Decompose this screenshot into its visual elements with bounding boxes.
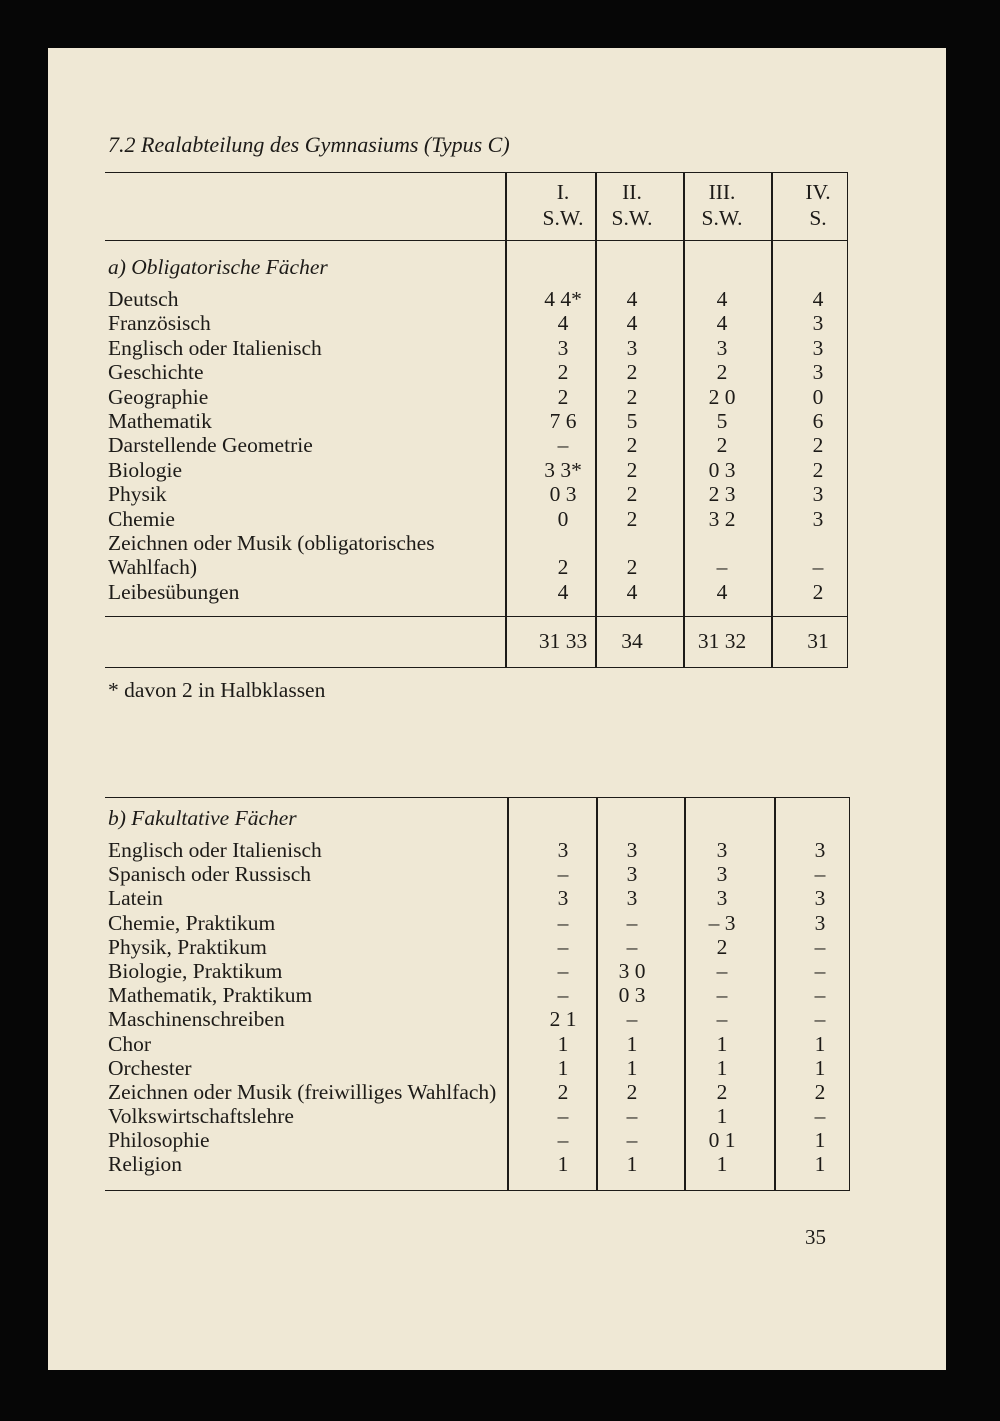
weekly-hours-cell: 4 [626, 287, 638, 311]
subject-label: Geschichte [108, 360, 204, 385]
weekly-hours-cell: 2 [557, 384, 569, 409]
weekly-hours-cell: 4 [716, 311, 728, 336]
weekly-hours-cell: 4 [557, 311, 569, 336]
weekly-hours-cell: – [557, 433, 569, 458]
table-row [105, 580, 848, 604]
section-heading-row [105, 798, 850, 838]
weekly-hours-cell: 3 [814, 910, 826, 935]
weekly-hours-cell: 3 [626, 862, 638, 887]
weekly-hours-cell: 3 0 [618, 958, 646, 983]
spacer [105, 1177, 850, 1190]
weekly-hours-cell: 2 3 [708, 482, 736, 507]
weekly-hours-cell: 0 [557, 506, 569, 531]
column-divider [684, 797, 686, 1192]
table-row [105, 1032, 850, 1056]
weekly-hours-cell: 1 [814, 1031, 826, 1056]
weekly-hours-cell: – [814, 934, 826, 959]
weekly-hours-cell: 4 [626, 579, 638, 604]
weekly-hours-cell: 1 [626, 1031, 638, 1056]
table-row [105, 311, 848, 335]
subject-label: Volkswirtschaftslehre [108, 1104, 294, 1129]
weekly-hours-cell: 3 [716, 335, 728, 360]
weekly-hours-cell: 2 [626, 384, 638, 409]
weekly-hours-cell: 3 [557, 335, 569, 360]
subject-label: Englisch oder Italienisch [108, 838, 322, 862]
weekly-hours-cell: 3 [812, 482, 824, 507]
table-row [105, 1128, 850, 1152]
table-row [105, 360, 848, 384]
weekly-hours-cell: 0 1 [708, 1128, 736, 1153]
column-numeral: IV. [805, 179, 831, 204]
total-cell: 31 [807, 628, 829, 653]
subject-label: Biologie, Praktikum [108, 958, 283, 983]
subject-label: Zeichnen oder Musik (obligatorisches [108, 530, 435, 555]
weekly-hours-cell: – [814, 862, 826, 887]
table-row [105, 287, 848, 311]
weekly-hours-cell [772, 531, 848, 555]
total-cell: 34 [621, 628, 643, 653]
subject-label: Orchester [108, 1055, 192, 1080]
weekly-hours-cell: 3 [557, 886, 569, 911]
weekly-hours-cell: 3 [626, 886, 638, 911]
weekly-hours-cell: 3 [812, 360, 824, 385]
table-row [105, 886, 850, 910]
weekly-hours-cell: – [557, 1128, 569, 1153]
subject-label: Wahlfach) [108, 555, 197, 580]
weekly-hours-cell: 3 [814, 886, 826, 911]
column-numeral: III. [708, 179, 736, 204]
totals-label-cell [105, 617, 506, 667]
weekly-hours-cell: 3 [716, 838, 728, 862]
spacer [105, 604, 848, 616]
table-row [105, 409, 848, 433]
subject-label: Englisch oder Italienisch [108, 335, 322, 360]
weekly-hours-cell: 1 [814, 1152, 826, 1177]
weekly-hours-cell: 1 [716, 1031, 728, 1056]
weekly-hours-cell: – [626, 1104, 638, 1129]
weekly-hours-cell: – [716, 958, 728, 983]
column-unit: S. [809, 205, 827, 230]
column-divider [683, 172, 685, 669]
weekly-hours-cell: 2 [812, 579, 824, 604]
weekly-hours-cell: 2 [557, 1079, 569, 1104]
weekly-hours-cell: 1 [716, 1152, 728, 1177]
table-row [105, 983, 850, 1007]
weekly-hours-cell: 4 [812, 287, 824, 311]
weekly-hours-cell: 2 [626, 1079, 638, 1104]
weekly-hours-cell: 2 [557, 360, 569, 385]
weekly-hours-cell: 0 3 [708, 457, 736, 482]
weekly-hours-cell: 4 [557, 579, 569, 604]
subject-label: Biologie [108, 457, 183, 482]
table-row [105, 1152, 850, 1176]
table-row [105, 1056, 850, 1080]
weekly-hours-cell: 2 [716, 934, 728, 959]
weekly-hours-cell: 1 [814, 1128, 826, 1153]
subject-label: Physik, Praktikum [108, 934, 267, 959]
table-row [105, 385, 848, 409]
total-cell: 31 32 [697, 628, 747, 653]
weekly-hours-cell: – [557, 983, 569, 1008]
weekly-hours-cell: 3 [812, 506, 824, 531]
weekly-hours-cell: 2 [626, 457, 638, 482]
weekly-hours-cell: 3 2 [708, 506, 736, 531]
column-unit: S.W. [701, 205, 743, 230]
column-header-row [105, 173, 848, 241]
weekly-hours-cell: 2 [716, 360, 728, 385]
weekly-hours-cell: 1 [557, 1055, 569, 1080]
weekly-hours-cell: – [716, 1007, 728, 1032]
column-divider [505, 172, 507, 669]
weekly-hours-cell: 2 0 [708, 384, 736, 409]
weekly-hours-cell: 3 [716, 886, 728, 911]
table-row [105, 555, 848, 579]
column-divider [595, 172, 597, 669]
weekly-hours-cell: 2 1 [549, 1007, 577, 1032]
weekly-hours-cell: 4 4* [544, 287, 582, 311]
weekly-hours-cell: 3 [626, 838, 638, 862]
weekly-hours-cell: 3 [626, 335, 638, 360]
weekly-hours-cell: 4 [626, 311, 638, 336]
table-row [105, 1104, 850, 1128]
weekly-hours-cell: – [716, 555, 728, 580]
total-cell: 31 33 [538, 628, 588, 653]
column-divider [774, 797, 776, 1192]
totals-row [105, 616, 848, 667]
weekly-hours-cell: 2 [814, 1079, 826, 1104]
column-divider [849, 797, 851, 1192]
weekly-hours-cell: – [814, 958, 826, 983]
section-heading: b) Fakultative Fächer [108, 806, 297, 830]
table-row [105, 959, 850, 983]
weekly-hours-cell: – [626, 1128, 638, 1153]
column-divider [596, 797, 598, 1192]
table-body [105, 838, 850, 1177]
column-divider [771, 172, 773, 669]
weekly-hours-cell: – [557, 862, 569, 887]
obligatory-subjects-table [105, 172, 848, 668]
column-numeral: II. [622, 179, 642, 204]
column-numeral: I. [556, 179, 570, 204]
column-header-2 [596, 179, 684, 241]
column-unit: S.W. [611, 205, 653, 230]
weekly-hours-cell: 0 [812, 384, 824, 409]
weekly-hours-cell: – [557, 910, 569, 935]
weekly-hours-cell: 7 6 [549, 408, 577, 433]
weekly-hours-cell: 3 [812, 335, 824, 360]
table-body [105, 287, 848, 604]
weekly-hours-cell: – [814, 1104, 826, 1129]
table-row [105, 458, 848, 482]
subject-label: Mathematik [108, 408, 212, 433]
subject-label: Zeichnen oder Musik (freiwilliges Wahlfach) [108, 1079, 497, 1104]
weekly-hours-cell: 2 [716, 433, 728, 458]
weekly-hours-cell: 1 [716, 1104, 728, 1129]
table-row [105, 433, 848, 457]
weekly-hours-cell: 2 [626, 555, 638, 580]
weekly-hours-cell: 3 [557, 838, 569, 862]
weekly-hours-cell: 1 [814, 1055, 826, 1080]
weekly-hours-cell [684, 531, 772, 555]
weekly-hours-cell: 3 [814, 838, 826, 862]
weekly-hours-cell: – [626, 1007, 638, 1032]
weekly-hours-cell: – [814, 1007, 826, 1032]
document-page [48, 48, 946, 1370]
table-row [105, 862, 850, 886]
weekly-hours-cell: 2 [626, 360, 638, 385]
header-blank-cell [105, 179, 506, 241]
table-row [105, 531, 848, 555]
subject-label: Geographie [108, 384, 209, 409]
subject-label: Mathematik, Praktikum [108, 983, 313, 1008]
weekly-hours-cell: 0 3 [549, 482, 577, 507]
weekly-hours-cell: 5 [626, 408, 638, 433]
weekly-hours-cell: 2 [626, 433, 638, 458]
weekly-hours-cell: – [626, 934, 638, 959]
weekly-hours-cell: 3 [812, 311, 824, 336]
weekly-hours-cell: 1 [716, 1055, 728, 1080]
weekly-hours-cell: 4 [716, 579, 728, 604]
weekly-hours-cell: 1 [626, 1152, 638, 1177]
table-row [105, 1007, 850, 1031]
weekly-hours-cell: – [716, 983, 728, 1008]
optional-subjects-table [105, 797, 850, 1191]
weekly-hours-cell: 0 3 [618, 983, 646, 1008]
weekly-hours-cell: 2 [557, 555, 569, 580]
column-header-1 [506, 179, 596, 241]
weekly-hours-cell: – [626, 910, 638, 935]
table-row [105, 336, 848, 360]
subject-label: Philosophie [108, 1128, 210, 1153]
weekly-hours-cell: 2 [626, 482, 638, 507]
table-row [105, 935, 850, 959]
weekly-hours-cell: 1 [557, 1031, 569, 1056]
column-divider [847, 172, 849, 669]
weekly-hours-cell: 1 [626, 1055, 638, 1080]
weekly-hours-cell: 6 [812, 408, 824, 433]
weekly-hours-cell: – [557, 1104, 569, 1129]
subject-label: Leibesübungen [108, 579, 240, 604]
weekly-hours-cell: 2 [626, 506, 638, 531]
column-header-3 [684, 179, 772, 241]
weekly-hours-cell: 5 [716, 408, 728, 433]
weekly-hours-cell: 4 [716, 287, 728, 311]
weekly-hours-cell [596, 531, 684, 555]
weekly-hours-cell [506, 531, 596, 555]
page-number: 35 [805, 1225, 826, 1249]
weekly-hours-cell: 2 [812, 457, 824, 482]
weekly-hours-cell: – [557, 958, 569, 983]
weekly-hours-cell: 2 [812, 433, 824, 458]
column-header-4 [772, 179, 848, 241]
weekly-hours-cell: – 3 [708, 910, 736, 935]
weekly-hours-cell: 2 [716, 1079, 728, 1104]
section-title: 7.2 Realabteilung des Gymnasiums (Typus C) [108, 132, 510, 157]
weekly-hours-cell: – [812, 555, 824, 580]
table-row [105, 911, 850, 935]
subject-label: Chemie [108, 506, 175, 531]
column-unit: S.W. [542, 205, 584, 230]
subject-label: Latein [108, 886, 163, 911]
weekly-hours-cell: 3 3* [544, 457, 582, 482]
table-row [105, 838, 850, 862]
subject-label: Maschinenschreiben [108, 1007, 285, 1032]
table-row [105, 507, 848, 531]
weekly-hours-cell: 1 [557, 1152, 569, 1177]
footnote: * davon 2 in Halbklassen [108, 678, 326, 702]
weekly-hours-cell: 3 [716, 862, 728, 887]
weekly-hours-cell: – [557, 934, 569, 959]
section-heading: a) Obligatorische Fächer [108, 255, 328, 279]
weekly-hours-cell: – [814, 983, 826, 1008]
subject-label: Chor [108, 1031, 151, 1056]
column-divider [507, 797, 509, 1192]
subject-label: Darstellende Geometrie [108, 433, 313, 458]
table-row [105, 482, 848, 506]
subject-label: Spanisch oder Russisch [108, 862, 312, 887]
table-row [105, 1080, 850, 1104]
subject-label: Religion [108, 1152, 183, 1177]
subject-label: Chemie, Praktikum [108, 910, 276, 935]
subject-label: Deutsch [108, 287, 179, 311]
section-heading-row [105, 241, 848, 287]
subject-label: Französisch [108, 311, 211, 336]
subject-label: Physik [108, 482, 167, 507]
